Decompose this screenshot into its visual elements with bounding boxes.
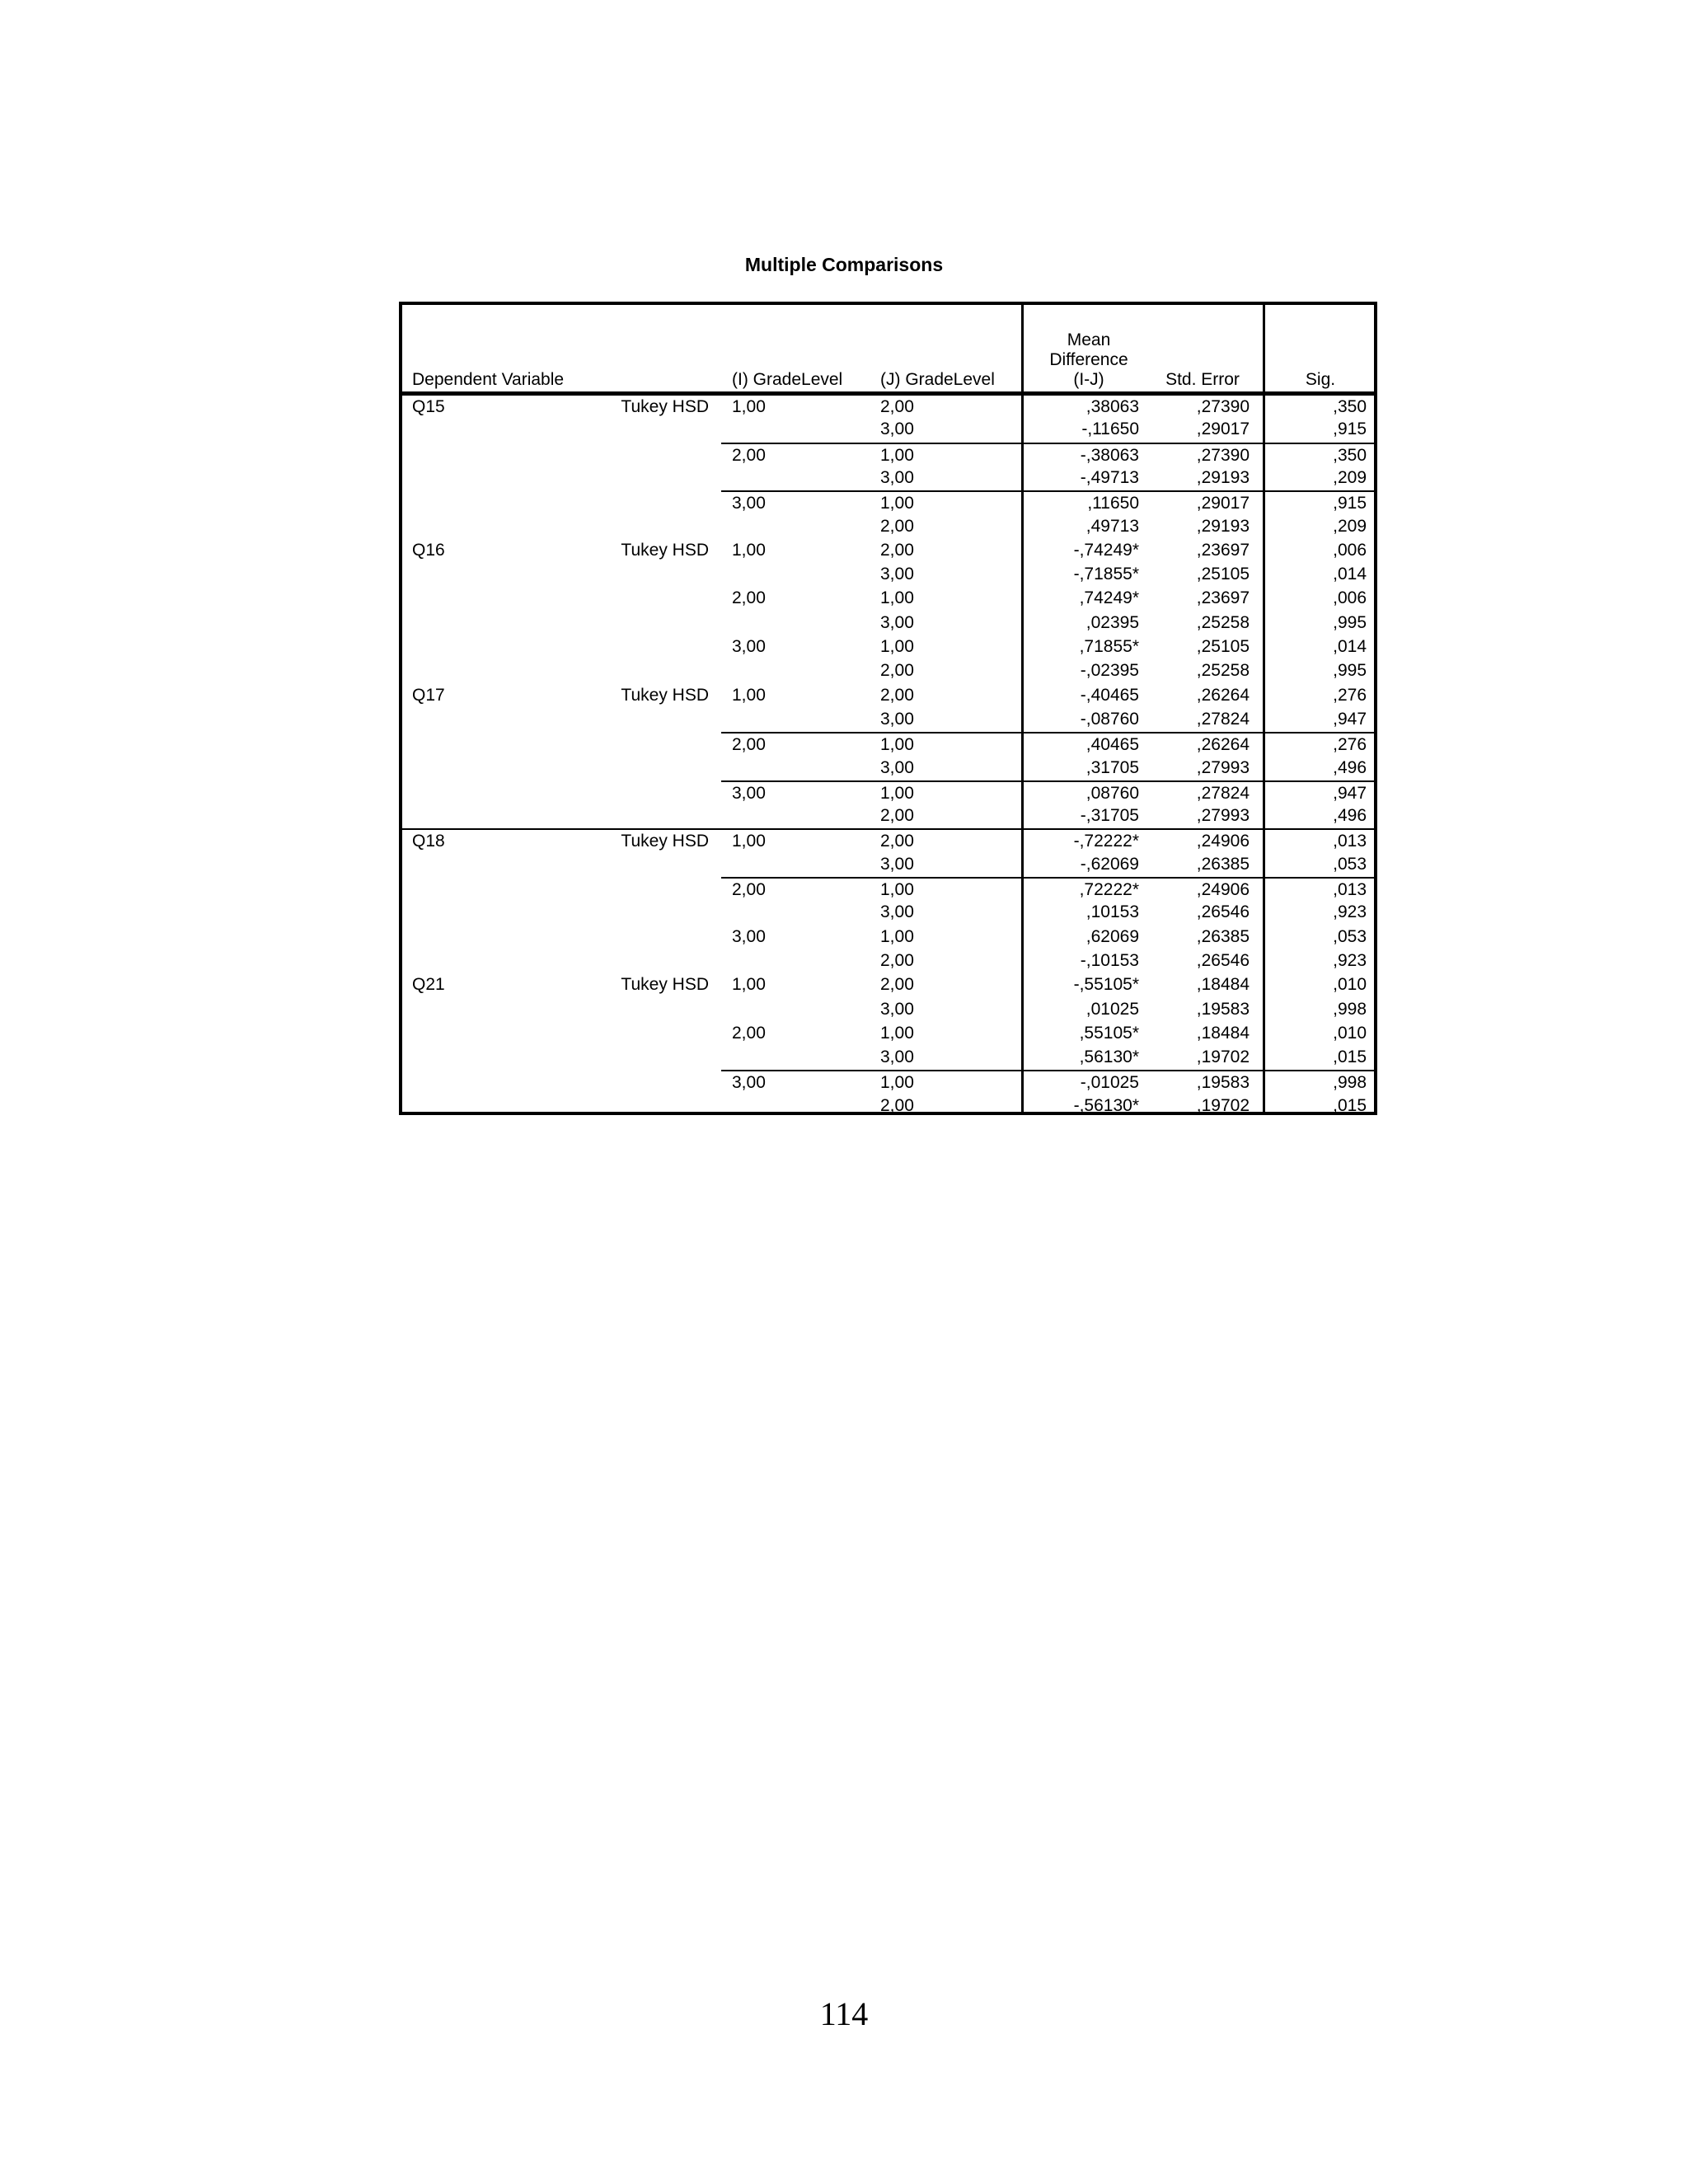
std-error-cell: ,19702 — [1196, 1095, 1250, 1115]
std-error-cell: ,18484 — [1196, 975, 1250, 995]
sig-cell: ,947 — [1333, 783, 1367, 803]
i-gradelevel-cell: 3,00 — [732, 1073, 766, 1093]
table-row — [721, 877, 1374, 902]
j-gradelevel-cell: 1,00 — [880, 637, 914, 656]
table-row — [402, 926, 1374, 949]
table-row — [721, 732, 1374, 757]
sig-cell: ,923 — [1333, 902, 1367, 922]
i-gradelevel-cell: 1,00 — [732, 540, 766, 560]
mean-difference-cell: ,62069 — [1085, 926, 1139, 946]
std-error-cell: ,25105 — [1196, 637, 1250, 656]
mean-difference-cell: ,02395 — [1085, 612, 1139, 632]
j-gradelevel-cell: 3,00 — [880, 1047, 914, 1067]
std-error-cell: ,26385 — [1196, 854, 1250, 874]
j-gradelevel-cell: 2,00 — [880, 516, 914, 536]
sig-cell: ,006 — [1333, 540, 1367, 560]
sig-cell: ,053 — [1333, 854, 1367, 874]
sig-cell: ,013 — [1333, 880, 1367, 899]
i-gradelevel-cell: 1,00 — [732, 832, 766, 851]
table-row — [402, 394, 1374, 419]
table-row — [402, 708, 1374, 732]
table-title: Multiple Comparisons — [744, 254, 944, 275]
table-row — [402, 515, 1374, 539]
j-gradelevel-cell: 3,00 — [880, 612, 914, 632]
j-gradelevel-cell: 1,00 — [880, 926, 914, 946]
j-gradelevel-cell: 3,00 — [880, 902, 914, 922]
j-gradelevel-cell: 1,00 — [880, 445, 914, 465]
table-row — [402, 973, 1374, 997]
std-error-cell: ,29193 — [1196, 516, 1250, 536]
i-gradelevel-cell: 1,00 — [732, 685, 766, 705]
j-gradelevel-cell: 3,00 — [880, 467, 914, 487]
j-gradelevel-cell: 2,00 — [880, 975, 914, 995]
std-error-cell: ,25258 — [1196, 661, 1250, 681]
j-gradelevel-cell: 2,00 — [880, 1095, 914, 1115]
j-gradelevel-cell: 3,00 — [880, 565, 914, 584]
std-error-cell: ,24906 — [1196, 880, 1250, 899]
mean-difference-cell: ,10153 — [1085, 902, 1139, 922]
mean-difference-cell: -,31705 — [1080, 806, 1139, 826]
table-row — [402, 466, 1374, 490]
i-gradelevel-cell: 2,00 — [732, 1023, 766, 1043]
sig-cell: ,209 — [1333, 516, 1367, 536]
i-gradelevel-cell: 2,00 — [732, 735, 766, 755]
mean-difference-cell: -,11650 — [1081, 419, 1139, 439]
method-cell: Tukey HSD — [621, 397, 709, 416]
std-error-cell: ,27390 — [1196, 397, 1250, 416]
std-error-cell: ,24906 — [1196, 832, 1250, 851]
header-i-gradelevel: (I) GradeLevel — [732, 370, 843, 389]
sig-cell: ,010 — [1333, 1023, 1367, 1043]
table-row — [721, 443, 1374, 468]
page-number: 114 — [819, 1995, 869, 2032]
table-row — [402, 563, 1374, 587]
std-error-cell: ,27993 — [1196, 806, 1250, 826]
std-error-cell: ,23697 — [1196, 588, 1250, 608]
i-gradelevel-cell: 3,00 — [732, 494, 766, 513]
table-row — [402, 587, 1374, 611]
table-row — [402, 1094, 1374, 1118]
std-error-cell: ,29017 — [1196, 419, 1250, 439]
std-error-cell: ,27390 — [1196, 445, 1250, 465]
mean-difference-cell: ,49713 — [1085, 516, 1139, 536]
method-cell: Tukey HSD — [621, 540, 709, 560]
mean-difference-cell: ,31705 — [1085, 757, 1139, 777]
table-row — [402, 1022, 1374, 1046]
sig-cell: ,276 — [1333, 735, 1367, 755]
mean-difference-cell: -,72222* — [1073, 832, 1139, 851]
mean-difference-cell: -,62069 — [1080, 854, 1139, 874]
j-gradelevel-cell: 1,00 — [880, 880, 914, 899]
table-row — [402, 804, 1374, 828]
std-error-cell: ,26264 — [1196, 685, 1250, 705]
i-gradelevel-cell: 1,00 — [732, 397, 766, 416]
sig-cell: ,915 — [1333, 494, 1367, 513]
table-row — [402, 853, 1374, 877]
std-error-cell: ,29193 — [1196, 467, 1250, 487]
sig-cell: ,915 — [1333, 419, 1367, 439]
i-gradelevel-cell: 2,00 — [732, 588, 766, 608]
table-row — [721, 780, 1374, 806]
sig-cell: ,947 — [1333, 709, 1367, 729]
table-row — [402, 998, 1374, 1022]
j-gradelevel-cell: 2,00 — [880, 950, 914, 970]
dependent-variable-cell: Q16 — [412, 540, 445, 560]
dependent-variable-cell: Q18 — [412, 832, 445, 851]
j-gradelevel-cell: 1,00 — [880, 588, 914, 608]
mean-difference-cell: -,10153 — [1080, 950, 1139, 970]
header-j-gradelevel: (J) GradeLevel — [880, 370, 995, 389]
mean-difference-cell: -,74249* — [1073, 540, 1139, 560]
j-gradelevel-cell: 1,00 — [880, 494, 914, 513]
std-error-cell: ,27824 — [1196, 783, 1250, 803]
table-row — [402, 757, 1374, 780]
table-row — [402, 949, 1374, 973]
table-row — [402, 418, 1374, 442]
j-gradelevel-cell: 3,00 — [880, 854, 914, 874]
method-cell: Tukey HSD — [621, 975, 709, 995]
table-row — [402, 828, 1374, 854]
table-row — [402, 635, 1374, 659]
sig-cell: ,995 — [1333, 612, 1367, 632]
method-cell: Tukey HSD — [621, 832, 709, 851]
mean-difference-cell: -,49713 — [1080, 467, 1139, 487]
mean-difference-cell: ,74249* — [1079, 588, 1139, 608]
std-error-cell: ,27824 — [1196, 709, 1250, 729]
j-gradelevel-cell: 3,00 — [880, 757, 914, 777]
mean-difference-cell: -,38063 — [1080, 445, 1139, 465]
i-gradelevel-cell: 1,00 — [732, 975, 766, 995]
mean-difference-cell: ,55105* — [1079, 1023, 1139, 1043]
sig-cell: ,014 — [1333, 637, 1367, 656]
mean-difference-cell: -,55105* — [1073, 975, 1139, 995]
j-gradelevel-cell: 2,00 — [880, 685, 914, 705]
sig-cell: ,350 — [1333, 397, 1367, 416]
j-gradelevel-cell: 3,00 — [880, 709, 914, 729]
j-gradelevel-cell: 2,00 — [880, 540, 914, 560]
std-error-cell: ,26385 — [1196, 926, 1250, 946]
i-gradelevel-cell: 2,00 — [732, 445, 766, 465]
std-error-cell: ,26264 — [1196, 735, 1250, 755]
mean-difference-cell: ,40465 — [1085, 735, 1139, 755]
sig-cell: ,006 — [1333, 588, 1367, 608]
header-std-error: Std. Error — [1165, 370, 1240, 389]
std-error-cell: ,18484 — [1196, 1023, 1250, 1043]
table-row — [402, 1046, 1374, 1070]
j-gradelevel-cell: 1,00 — [880, 735, 914, 755]
std-error-cell: ,26546 — [1196, 950, 1250, 970]
table-row — [402, 659, 1374, 683]
i-gradelevel-cell: 3,00 — [732, 926, 766, 946]
j-gradelevel-cell: 3,00 — [880, 419, 914, 439]
i-gradelevel-cell: 3,00 — [732, 637, 766, 656]
table-row — [402, 539, 1374, 563]
sig-cell: ,496 — [1333, 757, 1367, 777]
dependent-variable-cell: Q17 — [412, 685, 445, 705]
j-gradelevel-cell: 2,00 — [880, 832, 914, 851]
std-error-cell: ,23697 — [1196, 540, 1250, 560]
sig-cell: ,995 — [1333, 661, 1367, 681]
j-gradelevel-cell: 3,00 — [880, 999, 914, 1019]
sig-cell: ,013 — [1333, 832, 1367, 851]
mean-difference-cell: -,40465 — [1080, 685, 1139, 705]
j-gradelevel-cell: 1,00 — [880, 783, 914, 803]
dependent-variable-cell: Q21 — [412, 975, 445, 995]
std-error-cell: ,26546 — [1196, 902, 1250, 922]
std-error-cell: ,27993 — [1196, 757, 1250, 777]
sig-cell: ,350 — [1333, 445, 1367, 465]
table-row — [402, 901, 1374, 925]
table-row — [721, 490, 1374, 516]
method-cell: Tukey HSD — [621, 685, 709, 705]
sig-cell: ,998 — [1333, 999, 1367, 1019]
std-error-cell: ,25105 — [1196, 565, 1250, 584]
sig-cell: ,015 — [1333, 1095, 1367, 1115]
sig-cell: ,276 — [1333, 685, 1367, 705]
header-sig: Sig. — [1305, 370, 1336, 389]
std-error-cell: ,19583 — [1196, 1073, 1250, 1093]
header-mean-difference-line3: (I-J) — [1073, 370, 1104, 389]
sig-cell: ,014 — [1333, 565, 1367, 584]
mean-difference-cell: ,08760 — [1085, 783, 1139, 803]
table-row — [721, 1070, 1374, 1095]
mean-difference-cell: ,72222* — [1079, 880, 1139, 899]
mean-difference-cell: ,11650 — [1087, 494, 1139, 513]
j-gradelevel-cell: 1,00 — [880, 1073, 914, 1093]
table-row — [402, 684, 1374, 708]
sig-cell: ,209 — [1333, 467, 1367, 487]
sig-cell: ,923 — [1333, 950, 1367, 970]
std-error-cell: ,25258 — [1196, 612, 1250, 632]
mean-difference-cell: -,08760 — [1080, 709, 1139, 729]
mean-difference-cell: -,01025 — [1080, 1073, 1139, 1093]
sig-cell: ,998 — [1333, 1073, 1367, 1093]
mean-difference-cell: -,56130* — [1073, 1095, 1139, 1115]
mean-difference-cell: ,38063 — [1085, 397, 1139, 416]
j-gradelevel-cell: 1,00 — [880, 1023, 914, 1043]
j-gradelevel-cell: 2,00 — [880, 397, 914, 416]
table-body — [402, 394, 1374, 1115]
std-error-cell: ,19583 — [1196, 999, 1250, 1019]
header-mean-difference-line1: Mean — [1067, 330, 1111, 349]
i-gradelevel-cell: 3,00 — [732, 783, 766, 803]
mean-difference-cell: -,71855* — [1073, 565, 1139, 584]
sig-cell: ,053 — [1333, 926, 1367, 946]
sig-cell: ,015 — [1333, 1047, 1367, 1067]
sig-cell: ,496 — [1333, 806, 1367, 826]
mean-difference-cell: ,56130* — [1079, 1047, 1139, 1067]
std-error-cell: ,29017 — [1196, 494, 1250, 513]
table-row — [402, 612, 1374, 635]
mean-difference-cell: ,71855* — [1079, 637, 1139, 656]
i-gradelevel-cell: 2,00 — [732, 880, 766, 899]
j-gradelevel-cell: 2,00 — [880, 806, 914, 826]
mean-difference-cell: -,02395 — [1080, 661, 1139, 681]
j-gradelevel-cell: 2,00 — [880, 661, 914, 681]
multiple-comparisons-table — [399, 302, 1377, 1115]
sig-cell: ,010 — [1333, 975, 1367, 995]
mean-difference-cell: ,01025 — [1085, 999, 1139, 1019]
std-error-cell: ,19702 — [1196, 1047, 1250, 1067]
header-dependent-variable: Dependent Variable — [412, 370, 565, 389]
header-mean-difference-line2: Difference — [1049, 350, 1128, 369]
dependent-variable-cell: Q15 — [412, 397, 445, 416]
